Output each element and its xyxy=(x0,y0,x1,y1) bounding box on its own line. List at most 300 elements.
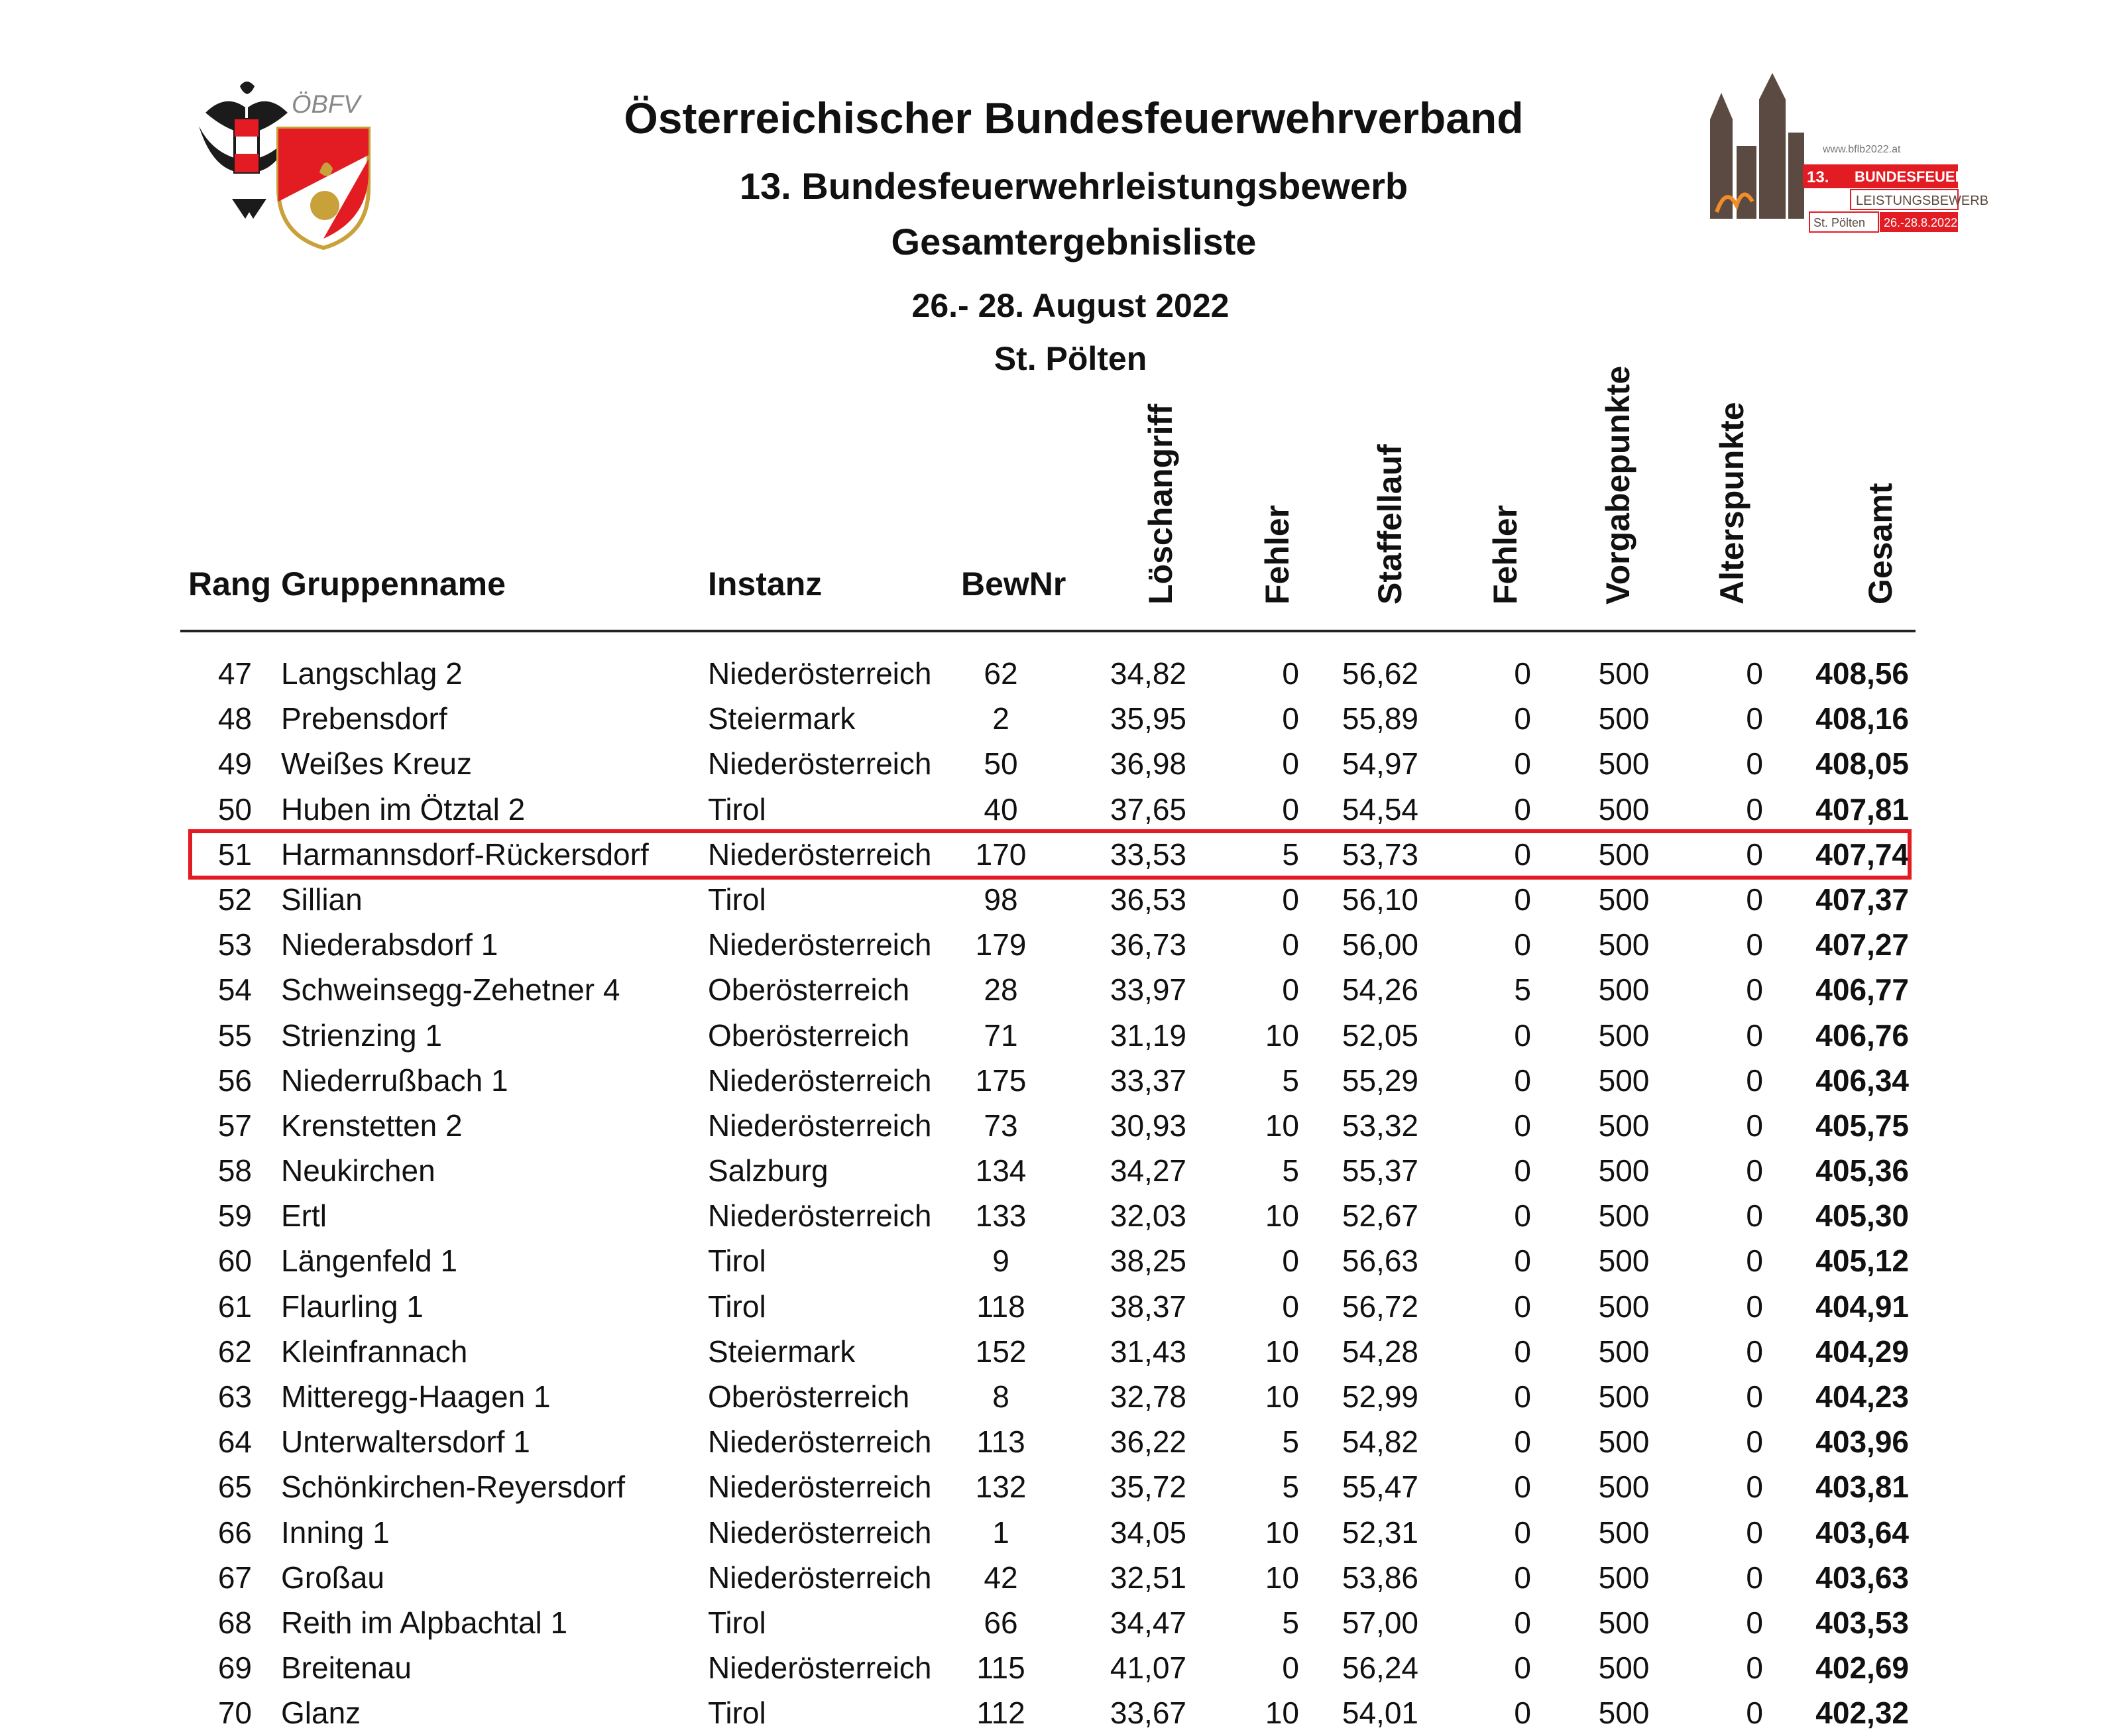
cell-alterspunkte: 0 xyxy=(1746,1108,1763,1143)
cell-fehler-1: 0 xyxy=(1282,927,1299,962)
cell-vorgabepunkte: 500 xyxy=(1598,1424,1650,1460)
table-row xyxy=(0,1419,2121,1464)
cell-gruppenname: Neukirchen xyxy=(281,1153,435,1188)
cell-gesamt: 408,16 xyxy=(1815,701,1909,736)
table-row xyxy=(0,1284,2121,1329)
cell-rang: 50 xyxy=(217,791,252,827)
cell-vorgabepunkte: 500 xyxy=(1598,1605,1650,1640)
cell-alterspunkte: 0 xyxy=(1746,746,1763,781)
cell-rang: 48 xyxy=(217,701,252,736)
cell-gruppenname: Sillian xyxy=(281,882,363,917)
cell-alterspunkte: 0 xyxy=(1746,656,1763,691)
cell-rang: 70 xyxy=(217,1696,252,1731)
cell-loeschangriff: 36,98 xyxy=(1110,746,1186,781)
cell-gruppenname: Breitenau xyxy=(281,1650,412,1686)
cell-gesamt: 408,56 xyxy=(1815,656,1909,691)
cell-loeschangriff: 33,37 xyxy=(1110,1063,1186,1098)
cell-fehler-2: 0 xyxy=(1514,1017,1531,1053)
cell-alterspunkte: 0 xyxy=(1746,1560,1763,1595)
cell-gruppenname: Prebensdorf xyxy=(281,701,447,736)
cell-alterspunkte: 0 xyxy=(1746,1515,1763,1550)
cell-rang: 55 xyxy=(217,1017,252,1053)
cell-bewnr: 170 xyxy=(975,837,1027,872)
cell-fehler-2: 0 xyxy=(1514,837,1531,872)
cell-staffellauf: 52,67 xyxy=(1342,1198,1418,1234)
logo-url: www.bflb2022.at xyxy=(1823,144,1901,155)
cell-gesamt: 407,74 xyxy=(1815,837,1909,872)
cell-vorgabepunkte: 500 xyxy=(1598,1289,1650,1324)
cell-fehler-2: 0 xyxy=(1514,746,1531,781)
page-title: Österreichischer Bundesfeuerwehrverband xyxy=(624,93,1524,143)
event-dates: 26.- 28. August 2022 xyxy=(911,287,1230,324)
cell-fehler-1: 0 xyxy=(1282,972,1299,1008)
table-row xyxy=(0,651,2121,696)
cell-fehler-2: 0 xyxy=(1514,1108,1531,1143)
cell-loeschangriff: 32,03 xyxy=(1110,1198,1186,1234)
cell-bewnr: 115 xyxy=(976,1650,1025,1686)
cell-bewnr: 152 xyxy=(975,1334,1027,1369)
cell-loeschangriff: 35,72 xyxy=(1110,1470,1186,1505)
cell-bewnr: 8 xyxy=(992,1379,1009,1414)
cell-fehler-2: 0 xyxy=(1514,927,1531,962)
cell-fehler-2: 0 xyxy=(1514,1379,1531,1414)
cell-gruppenname: Flaurling 1 xyxy=(281,1289,424,1324)
cell-vorgabepunkte: 500 xyxy=(1598,837,1650,872)
col-header-loeschangriff: Löschangriff xyxy=(1142,404,1179,605)
cell-gesamt: 404,91 xyxy=(1815,1289,1909,1324)
cell-bewnr: 179 xyxy=(975,927,1027,962)
cell-vorgabepunkte: 500 xyxy=(1598,1108,1650,1143)
cell-fehler-1: 10 xyxy=(1265,1560,1299,1595)
cell-rang: 65 xyxy=(217,1470,252,1505)
cell-gruppenname: Glanz xyxy=(281,1696,361,1731)
table-row xyxy=(0,1148,2121,1193)
cell-instanz: Niederösterreich xyxy=(708,1650,932,1686)
table-row xyxy=(0,1238,2121,1283)
logo-city: St. Pölten xyxy=(1813,216,1866,229)
cell-gruppenname: Mitteregg-Haagen 1 xyxy=(281,1379,551,1414)
col-header-gesamt: Gesamt xyxy=(1862,483,1899,605)
cell-bewnr: 132 xyxy=(975,1470,1027,1505)
logo-dates: 26.-28.8.2022 xyxy=(1884,216,1958,229)
table-row xyxy=(0,787,2121,832)
cell-alterspunkte: 0 xyxy=(1746,1153,1763,1188)
cell-rang: 60 xyxy=(217,1244,252,1279)
table-row xyxy=(0,1374,2121,1419)
cell-loeschangriff: 31,19 xyxy=(1110,1017,1186,1053)
cell-instanz: Niederösterreich xyxy=(708,1198,932,1234)
cell-gesamt: 407,27 xyxy=(1815,927,1909,962)
cell-loeschangriff: 38,25 xyxy=(1110,1244,1186,1279)
table-row xyxy=(0,1645,2121,1690)
cell-rang: 53 xyxy=(217,927,252,962)
cell-bewnr: 9 xyxy=(992,1244,1009,1279)
cell-fehler-2: 0 xyxy=(1514,1063,1531,1098)
cell-bewnr: 50 xyxy=(984,746,1018,781)
cell-gesamt: 404,23 xyxy=(1815,1379,1909,1414)
cell-fehler-1: 10 xyxy=(1265,1108,1299,1143)
cell-bewnr: 1 xyxy=(992,1515,1009,1550)
cell-fehler-1: 5 xyxy=(1282,1153,1299,1188)
cell-vorgabepunkte: 500 xyxy=(1598,972,1650,1008)
cell-bewnr: 40 xyxy=(984,791,1018,827)
cell-rang: 63 xyxy=(217,1379,252,1414)
cell-vorgabepunkte: 500 xyxy=(1598,1153,1650,1188)
cell-fehler-2: 0 xyxy=(1514,1696,1531,1731)
cell-fehler-1: 10 xyxy=(1265,1379,1299,1414)
cell-instanz: Niederösterreich xyxy=(708,1470,932,1505)
cell-gruppenname: Schweinsegg-Zehetner 4 xyxy=(281,972,620,1008)
cell-gruppenname: Schönkirchen-Reyersdorf xyxy=(281,1470,626,1505)
cell-rang: 64 xyxy=(217,1424,252,1460)
cell-bewnr: 133 xyxy=(975,1198,1027,1234)
col-header-bewnr: BewNr xyxy=(961,565,1066,603)
cell-vorgabepunkte: 500 xyxy=(1598,701,1650,736)
cell-loeschangriff: 36,73 xyxy=(1110,927,1186,962)
cell-alterspunkte: 0 xyxy=(1746,701,1763,736)
cell-vorgabepunkte: 500 xyxy=(1598,791,1650,827)
highlighted-row-frame xyxy=(188,829,1912,880)
cell-gesamt: 403,53 xyxy=(1815,1605,1909,1640)
cell-gesamt: 403,81 xyxy=(1815,1470,1909,1505)
cell-rang: 68 xyxy=(217,1605,252,1640)
cell-bewnr: 98 xyxy=(984,882,1018,917)
cell-rang: 49 xyxy=(217,746,252,781)
col-header-staffellauf: Staffellauf xyxy=(1371,444,1408,605)
cell-gruppenname: Niederrußbach 1 xyxy=(281,1063,508,1098)
cell-staffellauf: 57,00 xyxy=(1342,1605,1418,1640)
table-row xyxy=(0,696,2121,741)
cell-bewnr: 66 xyxy=(984,1605,1018,1640)
cell-staffellauf: 52,05 xyxy=(1342,1017,1418,1053)
cell-instanz: Tirol xyxy=(708,882,766,917)
cell-fehler-2: 0 xyxy=(1514,1560,1531,1595)
cell-rang: 67 xyxy=(217,1560,252,1595)
cell-gesamt: 403,96 xyxy=(1815,1424,1909,1460)
cell-staffellauf: 56,00 xyxy=(1342,927,1418,962)
table-row xyxy=(0,1058,2121,1103)
cell-alterspunkte: 0 xyxy=(1746,1650,1763,1686)
cell-bewnr: 73 xyxy=(984,1108,1018,1143)
cell-alterspunkte: 0 xyxy=(1746,1470,1763,1505)
cell-loeschangriff: 33,97 xyxy=(1110,972,1186,1008)
cell-gruppenname: Weißes Kreuz xyxy=(281,746,473,781)
cell-staffellauf: 52,31 xyxy=(1342,1515,1418,1550)
cell-vorgabepunkte: 500 xyxy=(1598,1379,1650,1414)
cell-gesamt: 405,30 xyxy=(1815,1198,1909,1234)
cell-rang: 47 xyxy=(217,656,252,691)
cell-fehler-2: 0 xyxy=(1514,1153,1531,1188)
cell-loeschangriff: 36,22 xyxy=(1110,1424,1186,1460)
cell-loeschangriff: 31,43 xyxy=(1110,1334,1186,1369)
cell-instanz: Steiermark xyxy=(708,701,856,736)
cell-rang: 58 xyxy=(217,1153,252,1188)
cell-staffellauf: 56,10 xyxy=(1342,882,1418,917)
cell-rang: 51 xyxy=(217,837,252,872)
cell-fehler-2: 0 xyxy=(1514,701,1531,736)
cell-alterspunkte: 0 xyxy=(1746,972,1763,1008)
col-header-fehler-2: Fehler xyxy=(1487,504,1524,605)
table-row xyxy=(0,1329,2121,1374)
cell-fehler-1: 5 xyxy=(1282,1424,1299,1460)
cell-loeschangriff: 35,95 xyxy=(1110,701,1186,736)
cell-loeschangriff: 34,47 xyxy=(1110,1605,1186,1640)
cell-fehler-2: 0 xyxy=(1514,1605,1531,1640)
cell-vorgabepunkte: 500 xyxy=(1598,746,1650,781)
cell-instanz: Niederösterreich xyxy=(708,927,932,962)
cell-loeschangriff: 34,82 xyxy=(1110,656,1186,691)
cell-staffellauf: 55,47 xyxy=(1342,1470,1418,1505)
cell-fehler-2: 0 xyxy=(1514,1650,1531,1686)
cell-vorgabepunkte: 500 xyxy=(1598,656,1650,691)
cell-instanz: Tirol xyxy=(708,1244,766,1279)
cell-alterspunkte: 0 xyxy=(1746,927,1763,962)
table-row xyxy=(0,741,2121,786)
cell-instanz: Niederösterreich xyxy=(708,656,932,691)
cell-alterspunkte: 0 xyxy=(1746,1379,1763,1414)
cell-fehler-2: 5 xyxy=(1514,972,1531,1008)
logo-line1: BUNDESFEUERWEHR xyxy=(1855,168,2010,185)
cell-fehler-1: 0 xyxy=(1282,882,1299,917)
table-row xyxy=(0,1193,2121,1238)
cell-fehler-2: 0 xyxy=(1514,791,1531,827)
cell-rang: 61 xyxy=(217,1289,252,1324)
cell-staffellauf: 56,63 xyxy=(1342,1244,1418,1279)
cell-vorgabepunkte: 500 xyxy=(1598,1650,1650,1686)
cell-fehler-2: 0 xyxy=(1514,1198,1531,1234)
table-row xyxy=(0,1464,2121,1509)
cell-gesamt: 402,69 xyxy=(1815,1650,1909,1686)
cell-gruppenname: Niederabsdorf 1 xyxy=(281,927,498,962)
cell-loeschangriff: 36,53 xyxy=(1110,882,1186,917)
cell-gesamt: 408,05 xyxy=(1815,746,1909,781)
cell-gesamt: 406,34 xyxy=(1815,1063,1909,1098)
cell-fehler-1: 0 xyxy=(1282,1289,1299,1324)
cell-gesamt: 407,37 xyxy=(1815,882,1909,917)
cell-alterspunkte: 0 xyxy=(1746,882,1763,917)
cell-fehler-2: 0 xyxy=(1514,1334,1531,1369)
cell-instanz: Niederösterreich xyxy=(708,1560,932,1595)
cell-rang: 57 xyxy=(217,1108,252,1143)
cell-staffellauf: 52,99 xyxy=(1342,1379,1418,1414)
cell-staffellauf: 53,86 xyxy=(1342,1560,1418,1595)
cell-gruppenname: Reith im Alpbachtal 1 xyxy=(281,1605,568,1640)
cell-vorgabepunkte: 500 xyxy=(1598,1470,1650,1505)
results-table xyxy=(0,651,2121,1736)
cell-loeschangriff: 37,65 xyxy=(1110,791,1186,827)
logo-line2: LEISTUNGSBEWERB xyxy=(1856,194,1989,208)
cell-vorgabepunkte: 500 xyxy=(1598,1696,1650,1731)
cell-alterspunkte: 0 xyxy=(1746,1334,1763,1369)
cell-instanz: Oberösterreich xyxy=(708,1017,910,1053)
cell-bewnr: 42 xyxy=(984,1560,1018,1595)
table-row xyxy=(0,1013,2121,1058)
cell-fehler-2: 0 xyxy=(1514,1424,1531,1460)
cell-rang: 69 xyxy=(217,1650,252,1686)
cell-gesamt: 402,32 xyxy=(1815,1696,1909,1731)
cell-gruppenname: Strienzing 1 xyxy=(281,1017,442,1053)
cell-instanz: Niederösterreich xyxy=(708,1063,932,1098)
cell-gruppenname: Unterwaltersdorf 1 xyxy=(281,1424,530,1460)
cell-alterspunkte: 0 xyxy=(1746,1063,1763,1098)
cell-vorgabepunkte: 500 xyxy=(1598,1017,1650,1053)
cell-alterspunkte: 0 xyxy=(1746,1424,1763,1460)
cell-fehler-1: 5 xyxy=(1282,1063,1299,1098)
cell-loeschangriff: 32,78 xyxy=(1110,1379,1186,1414)
cell-staffellauf: 56,72 xyxy=(1342,1289,1418,1324)
cell-rang: 59 xyxy=(217,1198,252,1234)
cell-gesamt: 404,29 xyxy=(1815,1334,1909,1369)
cell-gruppenname: Ertl xyxy=(281,1198,327,1234)
cell-rang: 62 xyxy=(217,1334,252,1369)
cell-vorgabepunkte: 500 xyxy=(1598,882,1650,917)
cell-gesamt: 406,76 xyxy=(1815,1017,1909,1053)
cell-staffellauf: 56,24 xyxy=(1342,1650,1418,1686)
cell-staffellauf: 56,62 xyxy=(1342,656,1418,691)
cell-alterspunkte: 0 xyxy=(1746,1289,1763,1324)
cell-loeschangriff: 32,51 xyxy=(1110,1560,1186,1595)
cell-staffellauf: 55,37 xyxy=(1342,1153,1418,1188)
cell-vorgabepunkte: 500 xyxy=(1598,1244,1650,1279)
cell-instanz: Niederösterreich xyxy=(708,837,932,872)
table-row xyxy=(0,922,2121,967)
cell-instanz: Tirol xyxy=(708,1605,766,1640)
cell-gesamt: 403,63 xyxy=(1815,1560,1909,1595)
cell-staffellauf: 54,26 xyxy=(1342,972,1418,1008)
cell-fehler-1: 0 xyxy=(1282,1244,1299,1279)
cell-gruppenname: Krenstetten 2 xyxy=(281,1108,463,1143)
cell-bewnr: 28 xyxy=(984,972,1018,1008)
cell-fehler-1: 0 xyxy=(1282,791,1299,827)
cell-gruppenname: Huben im Ötztal 2 xyxy=(281,791,526,827)
cell-rang: 56 xyxy=(217,1063,252,1098)
cell-instanz: Salzburg xyxy=(708,1153,829,1188)
cell-gruppenname: Kleinfrannach xyxy=(281,1334,468,1369)
cell-gesamt: 405,36 xyxy=(1815,1153,1909,1188)
table-row xyxy=(0,1103,2121,1148)
cell-alterspunkte: 0 xyxy=(1746,1198,1763,1234)
cell-rang: 66 xyxy=(217,1515,252,1550)
cell-fehler-2: 0 xyxy=(1514,656,1531,691)
cell-vorgabepunkte: 500 xyxy=(1598,1063,1650,1098)
cell-instanz: Niederösterreich xyxy=(708,1515,932,1550)
cell-staffellauf: 53,32 xyxy=(1342,1108,1418,1143)
cell-staffellauf: 54,54 xyxy=(1342,791,1418,827)
event-name: 13. Bundesfeuerwehrleistungsbewerb xyxy=(739,165,1408,207)
cell-fehler-1: 5 xyxy=(1282,1605,1299,1640)
table-row xyxy=(0,1510,2121,1555)
cell-instanz: Tirol xyxy=(708,1696,766,1731)
cell-bewnr: 62 xyxy=(984,656,1018,691)
cell-gesamt: 406,77 xyxy=(1815,972,1909,1008)
cell-alterspunkte: 0 xyxy=(1746,1244,1763,1279)
col-header-rang: Rang xyxy=(188,565,271,603)
cell-instanz: Tirol xyxy=(708,1289,766,1324)
col-header-alterspunkte: Alterspunkte xyxy=(1713,402,1750,605)
cell-alterspunkte: 0 xyxy=(1746,1696,1763,1731)
cell-loeschangriff: 33,67 xyxy=(1110,1696,1186,1731)
cell-fehler-1: 10 xyxy=(1265,1334,1299,1369)
cell-loeschangriff: 30,93 xyxy=(1110,1108,1186,1143)
cell-fehler-2: 0 xyxy=(1514,1470,1531,1505)
cell-gruppenname: Langschlag 2 xyxy=(281,656,463,691)
col-header-vorgabepunkte: Vorgabepunkte xyxy=(1599,365,1636,605)
logo-number: 13. xyxy=(1807,168,1829,186)
cell-gruppenname: Großau xyxy=(281,1560,384,1595)
cell-fehler-2: 0 xyxy=(1514,882,1531,917)
cell-staffellauf: 55,29 xyxy=(1342,1063,1418,1098)
cell-bewnr: 2 xyxy=(992,701,1009,736)
cell-staffellauf: 54,01 xyxy=(1342,1696,1418,1731)
col-header-gruppenname: Gruppenname xyxy=(281,565,506,603)
cell-gruppenname: Längenfeld 1 xyxy=(281,1244,458,1279)
cell-loeschangriff: 34,27 xyxy=(1110,1153,1186,1188)
cell-loeschangriff: 38,37 xyxy=(1110,1289,1186,1324)
cell-instanz: Oberösterreich xyxy=(708,972,910,1008)
cell-vorgabepunkte: 500 xyxy=(1598,1198,1650,1234)
cell-staffellauf: 53,73 xyxy=(1342,837,1418,872)
cell-vorgabepunkte: 500 xyxy=(1598,1334,1650,1369)
cell-fehler-1: 10 xyxy=(1265,1198,1299,1234)
cell-vorgabepunkte: 500 xyxy=(1598,927,1650,962)
cell-fehler-1: 5 xyxy=(1282,1470,1299,1505)
cell-alterspunkte: 0 xyxy=(1746,837,1763,872)
table-row xyxy=(0,877,2121,922)
cell-bewnr: 112 xyxy=(976,1696,1025,1731)
cell-gesamt: 403,64 xyxy=(1815,1515,1909,1550)
cell-bewnr: 113 xyxy=(976,1424,1025,1460)
cell-instanz: Steiermark xyxy=(708,1334,856,1369)
cell-loeschangriff: 34,05 xyxy=(1110,1515,1186,1550)
col-header-instanz: Instanz xyxy=(708,565,823,603)
cell-vorgabepunkte: 500 xyxy=(1598,1560,1650,1595)
cell-fehler-2: 0 xyxy=(1514,1515,1531,1550)
cell-instanz: Tirol xyxy=(708,791,766,827)
cell-gruppenname: Inning 1 xyxy=(281,1515,390,1550)
cell-gesamt: 405,75 xyxy=(1815,1108,1909,1143)
cell-fehler-1: 5 xyxy=(1282,837,1299,872)
cell-instanz: Niederösterreich xyxy=(708,1108,932,1143)
cell-gesamt: 407,81 xyxy=(1815,791,1909,827)
cell-staffellauf: 54,97 xyxy=(1342,746,1418,781)
table-row xyxy=(0,1600,2121,1645)
cell-instanz: Niederösterreich xyxy=(708,746,932,781)
cell-vorgabepunkte: 500 xyxy=(1598,1515,1650,1550)
cell-rang: 54 xyxy=(217,972,252,1008)
cell-fehler-1: 10 xyxy=(1265,1696,1299,1731)
table-row xyxy=(0,1555,2121,1600)
cell-staffellauf: 54,28 xyxy=(1342,1334,1418,1369)
header-divider xyxy=(180,630,1916,632)
cell-instanz: Niederösterreich xyxy=(708,1424,932,1460)
event-location: St. Pölten xyxy=(994,340,1147,377)
cell-gesamt: 405,12 xyxy=(1815,1244,1909,1279)
cell-fehler-1: 0 xyxy=(1282,1650,1299,1686)
cell-instanz: Oberösterreich xyxy=(708,1379,910,1414)
col-header-fehler-1: Fehler xyxy=(1259,504,1296,605)
cell-fehler-2: 0 xyxy=(1514,1244,1531,1279)
table-row xyxy=(0,1690,2121,1735)
cell-bewnr: 71 xyxy=(984,1017,1018,1053)
cell-fehler-1: 0 xyxy=(1282,746,1299,781)
cell-loeschangriff: 41,07 xyxy=(1110,1650,1186,1686)
cell-bewnr: 118 xyxy=(976,1289,1025,1324)
cell-fehler-1: 10 xyxy=(1265,1515,1299,1550)
cell-fehler-1: 10 xyxy=(1265,1017,1299,1053)
cell-fehler-1: 0 xyxy=(1282,701,1299,736)
cell-alterspunkte: 0 xyxy=(1746,1017,1763,1053)
cell-fehler-1: 0 xyxy=(1282,656,1299,691)
